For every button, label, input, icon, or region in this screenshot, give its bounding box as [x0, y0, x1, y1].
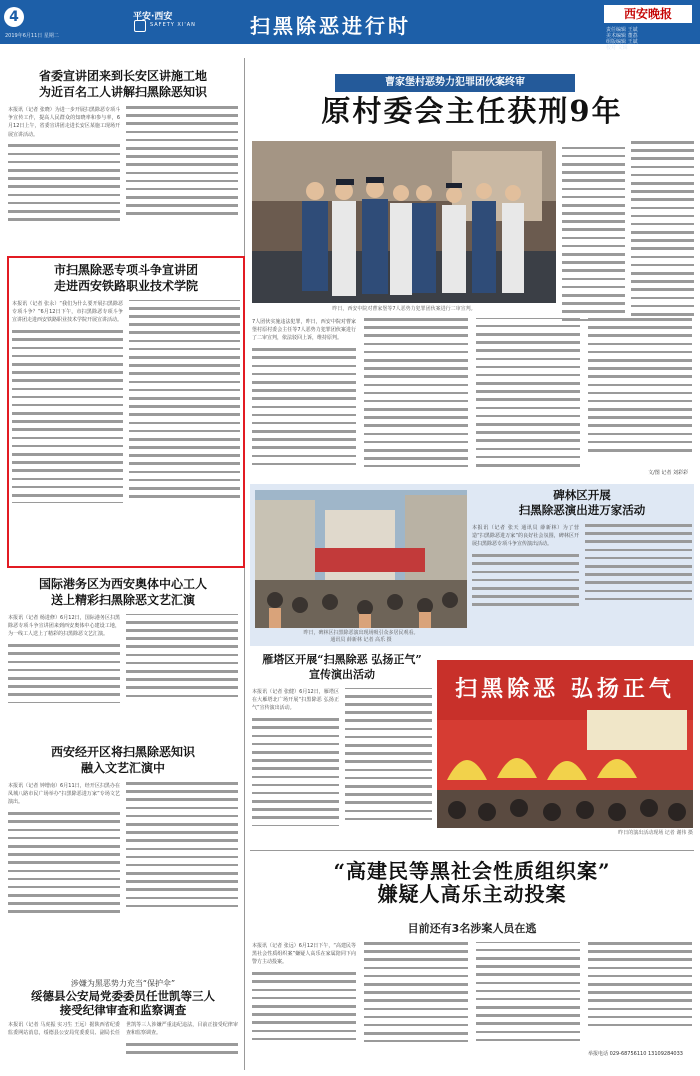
newspaper-logo: 西安晚报	[604, 5, 692, 23]
article-subtitle: 目前还有3名涉案人员在逃	[407, 922, 537, 935]
editor-credits: 责任编辑 王斌 美术编辑 董荔 组版编辑 王斌 校对 文辑	[606, 27, 638, 51]
yanta-stage-photo	[437, 660, 693, 828]
hotline: 举报电话 029-68756110 13109284033	[588, 1050, 694, 1057]
photo-caption: 昨日，西安中院对曹家堡等7人恶势力犯罪团伙案进行二审宣判。	[332, 306, 476, 312]
article-title: 雁塔区开展“扫黑除恶 弘扬正气” 宣传演出活动	[262, 653, 422, 681]
article-title: 市扫黑除恶专项斗争宣讲团 走进西安铁路职业技术学院	[53, 263, 198, 293]
article-body-main: 7人团伙实施违法犯罪，昨日，西安中院对曹家堡村原村委会主任等7人恶势力犯罪团伙案进行了二审宣判，依法驳回上诉，维持原判。 文/图 记者 刘彩彩	[252, 318, 692, 478]
article-title: 国际港务区为西安奥体中心工人 送上精彩扫黑除恶文艺汇演	[38, 577, 207, 607]
article-title: “高建民等黑社会性质组织案” 嫌疑人高乐主动投案	[333, 860, 611, 906]
article-gaojianmin-title	[250, 860, 694, 920]
page-number: 4	[4, 7, 24, 27]
article-body: 本报讯（记者 钟增南）6月11日，经开区扫黑办在凤城八路市民广场举办“扫黑除恶进万家”专场文艺演出。	[8, 782, 238, 968]
article-body: 本报讯（记者 张健）6月12日，雁塔区在大雁塔北广场开展“扫黑除恶 弘扬正气”宣传演出活动。	[252, 688, 432, 838]
article-title: 绥德县公安局党委委员任世凯等三人 接受纪律审查和监察调查	[31, 989, 215, 1017]
section-title: 扫黑除恶进行时	[250, 14, 411, 38]
courtroom-photo	[252, 141, 556, 303]
article-railway-college	[12, 262, 240, 562]
article-gaojianmin-body: 本报讯（记者 张远）6月12日下午，“高建民等黑社会性质组织案”嫌疑人高乐在家属陪同下向警方主动投案。	[252, 942, 692, 1058]
article-body: 本报讯（记者 马虎振 实习生 王远）据陕西省纪委监委网站消息，绥德县公安局党委委员、副局长任世凯等三人涉嫌严重违纪违法，目前正接受纪律审查和监察调查。	[8, 1021, 238, 1071]
photo-caption: 昨日，碑林区扫黑除恶演出现场吸引众多居民观看。 通讯员 薛新林 记者 高乐 摄	[303, 630, 419, 643]
article-olympic-center	[8, 576, 238, 732]
article-title: 西安经开区将扫黑除恶知识 融入文艺汇演中	[50, 745, 195, 775]
main-headline: 原村委会主任获刑9年	[321, 94, 623, 128]
article-body: 本报讯（记者 张晓）为进一步开展扫黑除恶专项斗争宣传工作，提高人民群众的知晓率和参与率，6月12日上午，省委宣讲团走进长安区某施工现场开展宣讲活动。	[8, 106, 238, 254]
beilin-photo	[255, 490, 467, 628]
section-logo-en: SAFETY XI'AN	[150, 22, 196, 28]
section-logo: 平安·西安	[133, 12, 173, 22]
article-body: 本报讯（记者 杨进修）6月12日，国际港务区扫黑除恶专项斗争宣讲团来到西安奥体中心建设工地，为一线工人送上了精彩的扫黑除恶文艺汇演。	[8, 614, 238, 732]
stage-banner-text: 扫黑除恶 弘扬正气	[455, 677, 675, 702]
article-economic-zone	[8, 744, 238, 970]
photo-caption: 昨日的演出活动现场 记者 谢伟 摄	[618, 830, 693, 836]
article-kicker-banner: 曹家堡村恶势力犯罪团伙案终审	[335, 74, 575, 92]
article-title: 省委宣讲团来到长安区讲施工地 为近百名工人讲解扫黑除恶知识	[38, 69, 207, 99]
page-header	[0, 0, 700, 51]
article-title: 碑林区开展 扫黑除恶演出进万家活动	[518, 488, 646, 517]
article-kicker: 涉嫌为黑恶势力充当“保护伞”	[70, 979, 176, 988]
article-body: 本报讯（记者 张永）“我们为什么要开展扫黑除恶专项斗争？”6月12日下午，市扫黑除恶专项斗争宣讲团走进西安铁路职业技术学院开展宣讲活动。	[12, 300, 240, 562]
article-beilin	[472, 488, 692, 640]
article-lecture-construction	[8, 68, 238, 254]
article-credit: 文/图 记者 刘彩彩	[648, 470, 688, 476]
issue-date: 2019年6月11日 星期二	[5, 33, 59, 39]
article-suide-police	[8, 978, 238, 1072]
article-body-right	[562, 141, 694, 331]
article-body: 本报讯（记者 张天 通讯员 薛新林）为了营造“扫黑除恶进万家”的良好社会氛围，碑林区开展扫黑除恶专项斗争宣传演出活动。	[472, 524, 692, 636]
article-yanta	[252, 652, 432, 842]
